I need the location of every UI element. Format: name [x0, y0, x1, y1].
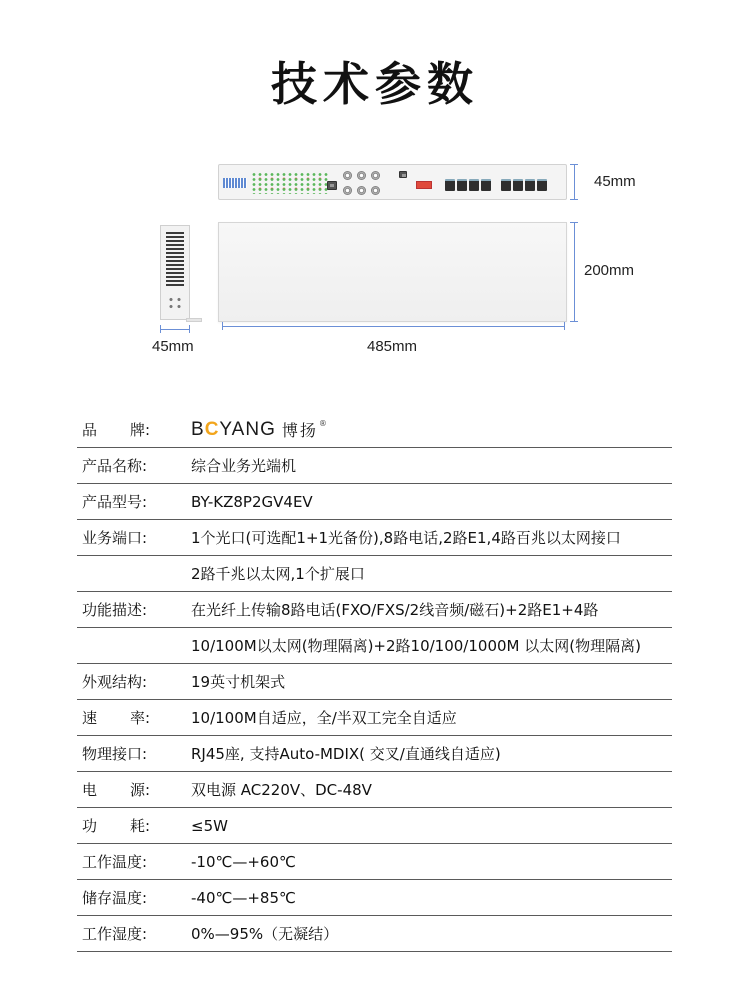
spec-row: [77, 844, 672, 880]
spec-value: 1个光口(可选配1+1光备份),8路电话,2路E1,4路百兆以太网接口: [191, 529, 621, 547]
spec-row: [77, 484, 672, 520]
depth-dimension-line: [574, 222, 575, 322]
spec-value: -40℃—+85℃: [191, 888, 296, 907]
spec-value: 0%—95%（无凝结）: [191, 925, 339, 943]
ethernet-port-group: [445, 179, 491, 193]
spec-row: [77, 736, 672, 772]
page-title: 技术参数: [271, 57, 479, 111]
spec-row: [77, 700, 672, 736]
front-panel-view: [218, 164, 567, 200]
label-char: 牌:: [129, 421, 150, 439]
dimension-tick: [570, 222, 578, 223]
label-char: 电: [82, 781, 98, 799]
spec-value: 10/100M以太网(物理隔离)+2路10/100/1000M 以太网(物理隔离): [191, 637, 641, 655]
rj45-port-icon: [457, 179, 467, 191]
spec-rows: [77, 448, 672, 952]
rj45-port-icon: [513, 179, 523, 191]
spec-label: 工作温度:: [82, 853, 148, 871]
spec-value: RJ45座, 支持Auto-MDIX( 交叉/直通线自适应): [191, 745, 501, 763]
spec-row: [77, 556, 672, 592]
side-width-dimension-line: [160, 329, 190, 330]
spec-row: [77, 916, 672, 952]
rj45-port-icon: [537, 179, 547, 191]
spec-row: [77, 664, 672, 700]
brand-logo-prefix: B: [191, 418, 205, 440]
spec-value: 19英寸机架式: [191, 673, 286, 691]
spec-value: 双电源 AC220V、DC-48V: [191, 781, 372, 799]
dip-switch-icon: [416, 181, 432, 189]
bnc-connector-icon: [357, 171, 366, 180]
bnc-connector-icon: [357, 186, 366, 195]
spec-label: 产品名称:: [82, 457, 148, 475]
spec-label: [77, 779, 191, 800]
spec-row: [77, 628, 672, 664]
spec-row: [77, 448, 672, 484]
mounting-holes: [167, 296, 183, 310]
dimension-tick: [570, 321, 578, 322]
dimension-tick: [160, 325, 161, 333]
rj45-port-icon: [501, 179, 511, 191]
label-char: 耗:: [129, 817, 150, 835]
rack-ear: [186, 318, 202, 322]
spec-value: BY-KZ8P2GV4EV: [191, 492, 313, 511]
vent-slots: [166, 232, 184, 288]
dimension-tick: [570, 164, 578, 165]
spec-value: 综合业务光端机: [191, 457, 297, 475]
brand-logo-suffix: YANG: [219, 418, 276, 440]
spec-row: [77, 808, 672, 844]
spec-value: -10℃—+60℃: [191, 852, 296, 871]
brand-logo: [191, 418, 672, 441]
spread-label: [82, 815, 150, 836]
side-view: [160, 225, 190, 320]
depth-dimension-label: 200mm: [584, 262, 635, 279]
label-char: 品: [82, 421, 98, 439]
brand-cn-name: 博扬: [281, 421, 318, 440]
label-char: 率:: [129, 709, 150, 727]
spec-row: [77, 880, 672, 916]
spec-row: [77, 592, 672, 628]
label-char: 速: [82, 709, 98, 727]
rj45-port-icon: [481, 179, 491, 191]
height-dimension-line: [574, 164, 575, 200]
spec-value: 在光纤上传输8路电话(FXO/FXS/2线音频/磁石)+2路E1+4路: [191, 601, 599, 619]
spec-value: 10/100M自适应，全/半双工完全自适应: [191, 709, 457, 727]
brand-logo-accent: C: [204, 418, 220, 440]
spec-label: [77, 707, 191, 728]
spec-label: 产品型号:: [82, 493, 148, 511]
label-char: 源:: [129, 781, 150, 799]
width-dimension-label: 485mm: [367, 338, 418, 355]
spec-label: [77, 815, 191, 836]
width-dimension-line: [222, 326, 565, 327]
spec-value: ≤5W: [191, 816, 228, 835]
rj45-port-icon: [469, 179, 479, 191]
bnc-connector-icon: [343, 171, 352, 180]
spec-row: [77, 520, 672, 556]
rj45-port-icon: [525, 179, 535, 191]
bnc-connector-icon: [371, 171, 380, 180]
spec-row: [77, 772, 672, 808]
dimension-tick: [570, 199, 578, 200]
top-view: [218, 222, 567, 322]
spec-value: 2路千兆以太网,1个扩展口: [191, 565, 365, 583]
product-dimension-drawing: [0, 150, 750, 370]
spread-label: [82, 707, 150, 728]
dimension-tick: [222, 322, 223, 330]
spec-table: [77, 412, 672, 952]
spec-label: 物理接口:: [82, 745, 148, 763]
spread-label: [82, 419, 150, 440]
spec-label: [77, 419, 191, 440]
console-port-icon: [327, 181, 337, 190]
dimension-tick: [189, 325, 190, 333]
spec-row-brand: [77, 412, 672, 448]
brand-logo-text: [191, 419, 276, 441]
spec-label: 储存温度:: [82, 889, 148, 907]
spread-label: [82, 779, 150, 800]
bnc-connector-icon: [371, 186, 380, 195]
height-dimension-label: 45mm: [594, 173, 636, 190]
spec-label: 外观结构:: [82, 673, 148, 691]
spec-label: 业务端口:: [82, 529, 148, 547]
rj45-port-icon: [445, 179, 455, 191]
side-width-dimension-label: 45mm: [152, 338, 194, 355]
ethernet-port-group: [501, 179, 547, 193]
expansion-port-icon: [399, 171, 407, 178]
spec-label: 工作湿度:: [82, 925, 148, 943]
bnc-connector-icon: [343, 186, 352, 195]
status-led-array: [251, 172, 329, 194]
dimension-tick: [564, 322, 565, 330]
panel-logo: [223, 178, 247, 188]
spec-label: 功能描述:: [82, 601, 148, 619]
label-char: 功: [82, 817, 98, 835]
registered-mark: ®: [318, 419, 327, 428]
